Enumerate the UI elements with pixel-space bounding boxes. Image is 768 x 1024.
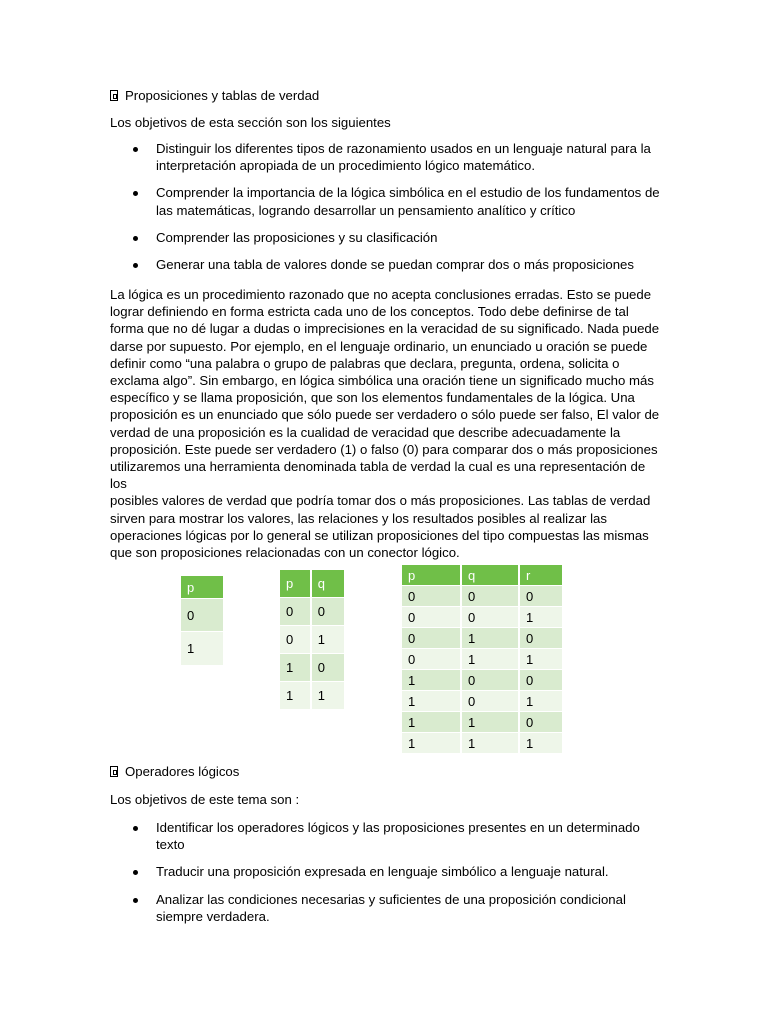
table-cell: 0 bbox=[181, 598, 223, 631]
paragraph-line: proposición es un enunciado que sólo puede ser verdadero o sólo puede ser falso, El valor de bbox=[110, 407, 660, 423]
list-item bbox=[110, 140, 670, 174]
table-cell: 1 bbox=[460, 627, 518, 648]
table-cell: 1 bbox=[518, 648, 562, 669]
list-item-line: texto bbox=[156, 837, 185, 853]
paragraph-line: utilizaremos una herramienta denominada tabla de verdad la cual es una representación de los bbox=[110, 459, 646, 492]
objectives-list bbox=[110, 819, 670, 925]
list-item-line: Identificar los operadores lógicos y las proposiciones presentes en un determinado bbox=[156, 820, 640, 835]
table-cell: 1 bbox=[402, 732, 460, 753]
objectives-list bbox=[110, 140, 670, 273]
table-cell: 0 bbox=[280, 597, 310, 625]
table-cell: 1 bbox=[402, 690, 460, 711]
list-item bbox=[110, 891, 670, 925]
paragraph-line: que son proposiciones relacionadas con un conector lógico. bbox=[110, 545, 460, 561]
table-cell: 1 bbox=[460, 648, 518, 669]
paragraph-line: definir como “una palabra o grupo de palabras que declara, pregunta, ordena, solicita o bbox=[110, 355, 620, 371]
paragraph-line: La lógica es un procedimiento razonado que no acepta conclusiones erradas. Esto se puede bbox=[110, 287, 652, 302]
missing-glyph-box-icon bbox=[110, 766, 118, 777]
table-cell: 1 bbox=[460, 711, 518, 732]
list-item-line: siempre verdadera. bbox=[156, 908, 270, 924]
section-heading-proposiciones bbox=[110, 87, 319, 104]
table-cell: 0 bbox=[402, 606, 460, 627]
table-cell: 0 bbox=[402, 627, 460, 648]
table-cell: 0 bbox=[280, 625, 310, 653]
paragraph-line: darse por supuesto. Por ejemplo, en el lenguaje ordinario, un enunciado u oración se puede bbox=[110, 338, 648, 354]
list-item bbox=[110, 863, 670, 880]
paragraph-line: sirven para mostrar los valores, las relaciones y los resultados posibles al realizar las bbox=[110, 510, 607, 526]
paragraph-line: posibles valores de verdad que podría tomar dos o más proposiciones. Las tablas de verdad bbox=[110, 493, 651, 509]
list-item-line: Generar una tabla de valores donde se puedan comprar dos o más proposiciones bbox=[156, 257, 634, 273]
truth-table-p bbox=[181, 576, 223, 665]
table-cell: 1 bbox=[460, 732, 518, 753]
table-header: q bbox=[310, 570, 344, 597]
table-cell: 0 bbox=[460, 606, 518, 627]
table-cell: 0 bbox=[518, 585, 562, 606]
list-item bbox=[110, 819, 670, 853]
table-cell: 1 bbox=[310, 681, 344, 709]
list-item-line: interpretación apropiada de un procedimiento lógico matemático. bbox=[156, 158, 535, 174]
table-cell: 1 bbox=[280, 681, 310, 709]
table-cell: 0 bbox=[402, 648, 460, 669]
table-cell: 0 bbox=[460, 669, 518, 690]
list-item-line: Distinguir los diferentes tipos de razonamiento usados en un lenguaje natural para la bbox=[156, 141, 651, 156]
table-cell: 0 bbox=[460, 690, 518, 711]
section-heading-operadores bbox=[110, 763, 239, 780]
truth-table-pq bbox=[280, 570, 344, 709]
paragraph-line: verdad de una proposición es la cualidad de veracidad que describe adecuadamente la bbox=[110, 424, 621, 440]
paragraph-line: lograr definiendo en forma estricta cada uno de los conceptos. Todo debe definirse de tal bbox=[110, 304, 629, 320]
missing-glyph-box-icon bbox=[110, 90, 118, 101]
list-item bbox=[110, 229, 670, 246]
paragraph-line: exclama algo”. Sin embargo, en lógica simbólica una oración tiene un significado mucho más bbox=[110, 373, 654, 389]
table-header: p bbox=[181, 576, 223, 598]
table-cell: 0 bbox=[518, 627, 562, 648]
table-cell: 1 bbox=[518, 690, 562, 711]
list-item bbox=[110, 256, 670, 273]
paragraph-line: específico y se llama proposición, que son los elementos fundamentales de la lógica. Una bbox=[110, 390, 635, 406]
table-cell: 0 bbox=[402, 585, 460, 606]
list-item-line: las matemáticas, logrando desarrollar un pensamiento analítico y crítico bbox=[156, 202, 576, 218]
section-heading-text: Proposiciones y tablas de verdad bbox=[125, 88, 320, 103]
table-cell: 0 bbox=[518, 711, 562, 732]
paragraph-line: proposición. Este puede ser verdadero (1) o falso (0) para comparar dos o más proposiciones bbox=[110, 441, 658, 457]
table-header: q bbox=[460, 565, 518, 585]
list-item-line: Comprender las proposiciones y su clasificación bbox=[156, 229, 438, 245]
table-header: r bbox=[518, 565, 562, 585]
list-item-line: Traducir una proposición expresada en lenguaje simbólico a lenguaje natural. bbox=[156, 864, 609, 880]
table-header: p bbox=[402, 565, 460, 585]
section-intro: Los objetivos de este tema son : bbox=[110, 792, 300, 807]
body-paragraph bbox=[110, 286, 662, 561]
table-cell: 1 bbox=[280, 653, 310, 681]
section-heading-text: Operadores lógicos bbox=[125, 764, 240, 779]
section-intro: Los objetivos de esta sección son los siguientes bbox=[110, 115, 391, 130]
list-item-line: Analizar las condiciones necesarias y suficientes de una proposición condicional bbox=[156, 891, 626, 907]
list-item-line: Comprender la importancia de la lógica simbólica en el estudio de los fundamentos de bbox=[156, 185, 660, 201]
list-item bbox=[110, 184, 670, 218]
paragraph-line: operaciones lógicas por lo general se utilizan proposiciones del tipo compuestas las mismas bbox=[110, 527, 649, 543]
table-cell: 1 bbox=[181, 631, 223, 665]
table-cell: 1 bbox=[518, 606, 562, 627]
truth-table-pqr bbox=[402, 565, 562, 753]
table-cell: 1 bbox=[310, 625, 344, 653]
table-cell: 1 bbox=[518, 732, 562, 753]
table-cell: 1 bbox=[402, 711, 460, 732]
table-cell: 1 bbox=[402, 669, 460, 690]
table-cell: 0 bbox=[310, 653, 344, 681]
paragraph-line: forma que no dé lugar a dudas o imprecisiones en la veracidad de su significado. Nada puede bbox=[110, 321, 660, 337]
table-cell: 0 bbox=[460, 585, 518, 606]
table-cell: 0 bbox=[518, 669, 562, 690]
table-header: p bbox=[280, 570, 310, 597]
table-cell: 0 bbox=[310, 597, 344, 625]
